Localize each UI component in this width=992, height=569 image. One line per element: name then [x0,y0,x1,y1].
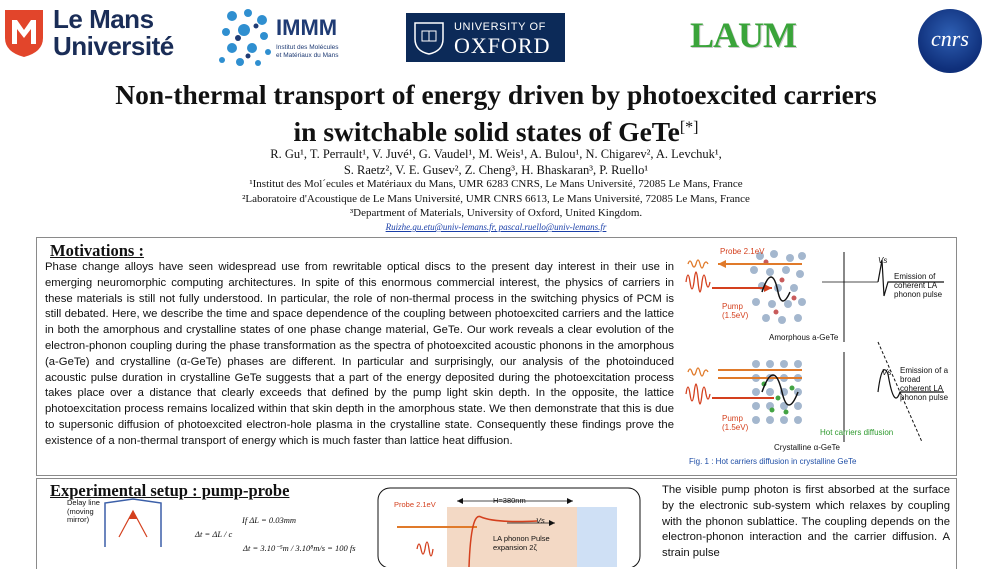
immm-logo [218,8,343,68]
le-mans-line2: Université [53,31,174,61]
condition-text: If ΔL = 0.03mm [242,515,297,525]
oxford-crest-icon [413,21,445,55]
fig1-pump-bottom-text: Pump [722,414,743,423]
contact-email-link[interactable]: Ruizhe.gu.etu@univ-lemans.fr, pascal.ruello@univ-lemans.fr [385,222,607,232]
poster-title-line2 [0,111,992,148]
affiliation-3: ³Department of Materials, University of Oxford, United Kingdom. [349,207,643,219]
experimental-title: Experimental setup : pump-probe [50,481,290,500]
affiliation-1: ¹Institut des Mol´ecules et Matériaux du Mans, UMR 6283 CNRS, Le Mans Université, 72085 Le Mans, France [249,178,743,190]
fig1-probe-label: Probe 2.1eV [720,247,765,256]
oxford-line2: OXFORD [454,33,551,58]
equation-2: Δt = 3.10⁻⁵m / 3.10⁸m/s = 100 fs [243,543,356,553]
cnrs-name: cnrs [931,26,969,51]
fig1-vs-bottom: Vs [882,368,892,377]
fig1-pump-label-bottom [722,414,748,432]
immm-sub2: et Matériaux du Mans [276,52,339,59]
oxford-logo [406,13,565,62]
affiliation-2: ²Laboratoire d'Acoustique de Le Mans Université, UMR CNRS 6613, Le Mans Université, 72085 Le Mans, France [242,193,750,205]
delay-line-label: Delay line (moving mirror) [67,498,100,524]
setup-probe-label: Probe 2.1eV [394,500,436,509]
experimental-panel [36,478,957,569]
molecule-icon [218,8,276,68]
le-mans-line1: Le Mans [53,4,154,34]
fig1-vs-top: Vs [878,256,888,265]
delay-line-mirror-icon [99,497,179,547]
setup-vs-label: Vs [536,516,545,525]
motivations-panel [36,237,957,476]
cnrs-logo [918,9,982,73]
fig1-hot-carriers-label: Hot carriers diffusion [820,428,894,437]
fig1-crystalline-label: Crystalline α-GeTe [774,443,840,452]
thickness-label: H=380nm [493,496,526,505]
fig1-pump-bottom-energy: (1.5eV) [722,423,749,432]
authors-line1: R. Gu¹, T. Perrault¹, V. Juvé¹, G. Vaudel¹, M. Weis¹, A. Bulou¹, N. Chigarev², A. Levchuk¹, [270,147,722,161]
authors-line2: S. Raetz², V. E. Gusev², Z. Cheng³, H. Bhaskaran³, P. Ruello¹ [343,163,649,177]
fig1-emission-2: Emission of a broad coherent LA phonon pulse [900,366,949,402]
motivations-title: Motivations : [50,241,144,260]
fig1-amorphous-label: Amorphous a-GeTe [769,333,839,342]
laum-logo: LAUM [690,15,796,55]
equation-1: Δt = ΔL / c [195,529,233,539]
le-mans-universite-logo [3,6,193,64]
motivations-text: Phase change alloys have seen widespread use from rewritable optical discs to the present day interest in their use in emerging neuromorphic computing architectures. In spite of this enormous commercial interest, the physics of carriers in these materials is still not fully understood. In particular, the role of non-thermal process in the switching physics of PCM is still debated. Here, we describe the time and space dependence of the coupling between photoexcited carriers and the lattice in both the amorphous and crystalline states of one phase change material, GeTe. Our work reveals a clear evolution of the electron-phonon coupling during the phase transformation as the spectra of photoexcited acoustic phonons in the amorphous (a-GeTe) and crystalline (α-GeTe) phases are different. In particular and surprisingly, our analysis of the photoinduced acoustic pulse duration in crystalline GeTe suggests that a part of the energy deposited during the photoexcitation process takes place over a distance that clearly exceeds that defined by the pump light skin depth. In the opposite, the lattice photoexcitation process remains localized within that skin depth in the amorphous state. We then demonstrate that this is due to supersonic diffusion of photoexcited electron-hole plasma in the crystalline state. Consequently these findings prove the existence of a non-thermal transport of energy which is much faster than lattice heat diffusion. [45,261,674,447]
figure-1 [682,242,950,470]
title-reference: [*] [679,119,699,136]
fig1-pump-label-top [722,302,748,320]
fig1-emission-1: Emission of coherent LA phonon pulse [894,272,943,299]
title-line2-text: in switchable solid states of GeTe [293,116,680,147]
immm-sub1: Institut des Molécules [276,44,339,51]
immm-name: IMMM [276,15,338,40]
figure-1-caption: Fig. 1 : Hot carriers diffusion in crystalline GeTe [689,457,857,466]
fig1-pump-top-text: Pump [722,302,743,311]
le-mans-shield-icon [3,8,45,58]
poster-title-line1: Non-thermal transport of energy driven by photoexcited carriers [115,79,877,110]
la-pulse-label: LA phonon Pulse expansion 2ζ [493,534,550,552]
oxford-line1: UNIVERSITY OF [454,21,546,33]
fig1-pump-top-energy: (1.5eV) [722,311,749,320]
experimental-right-text: The visible pump photon is first absorbed at the surface by the electronic sub-system which relaxes by coupling with the phonon sublattice. The coupling depends on the electron-phonon interaction and the carrier diffusion. A strain pulse [662,484,950,560]
